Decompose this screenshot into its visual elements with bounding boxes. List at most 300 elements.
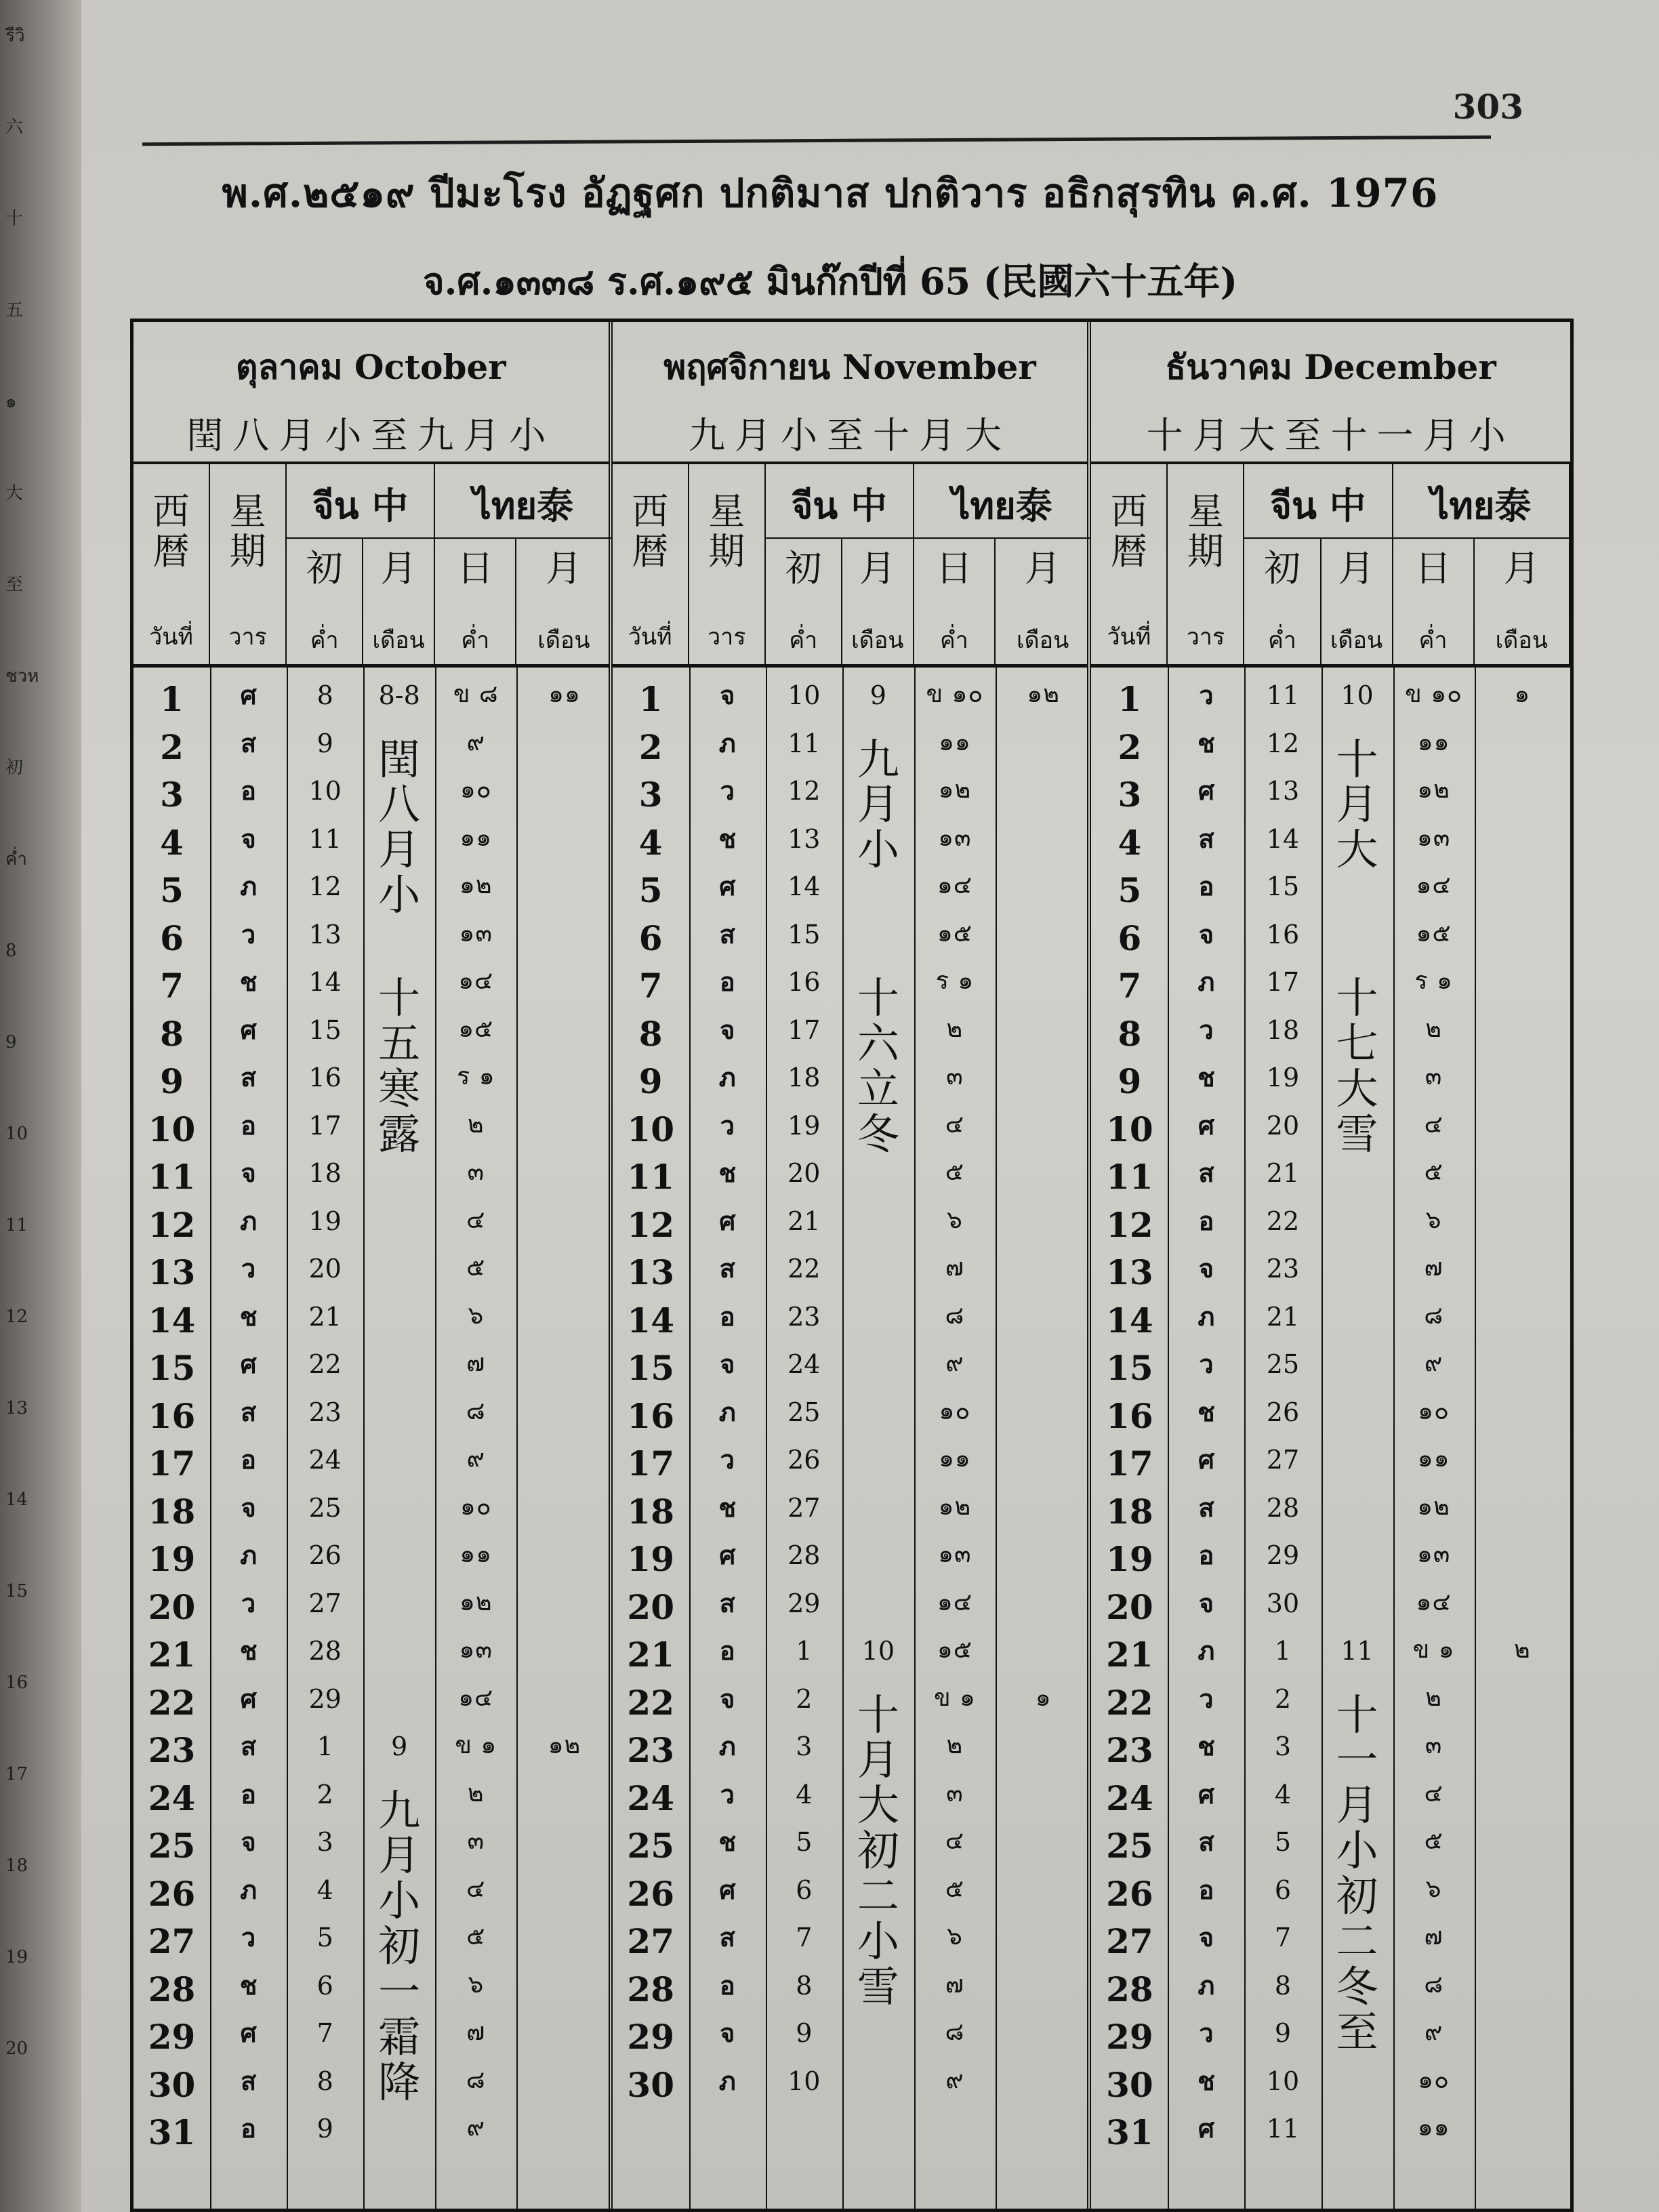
thai-lunar-day: ๕ — [1424, 1158, 1443, 1186]
thai-lunar-day: ๑๕ — [458, 1015, 494, 1043]
header-weekday — [1168, 464, 1244, 664]
chinese-lunar-day: 29 — [1266, 1540, 1300, 1570]
day-number: 25 — [627, 1826, 674, 1866]
day-number: 3 — [160, 775, 184, 815]
left-margin-text: 18 — [5, 1856, 28, 1876]
weekday-abbr: ส — [240, 1396, 257, 1427]
chinese-lunar-day: 21 — [1266, 1301, 1300, 1332]
weekday-abbr: ส — [1198, 1826, 1214, 1857]
left-margin-text: 13 — [5, 1398, 28, 1418]
chinese-lunar-day: 27 — [308, 1588, 342, 1618]
weekday-abbr: อ — [719, 1635, 735, 1666]
chinese-lunar-day: 11 — [787, 728, 821, 758]
header-weekday-th: วาร — [708, 623, 746, 651]
chinese-lunar-day: 8 — [316, 680, 333, 710]
chinese-lunar-day: 25 — [1266, 1349, 1300, 1379]
chinese-lunar-day: 22 — [787, 1254, 821, 1284]
left-margin-text: 11 — [5, 1215, 28, 1235]
chinese-lunar-day: 19 — [308, 1206, 342, 1236]
chinese-lunar-day: 27 — [1266, 1445, 1300, 1475]
day-number: 30 — [1106, 2064, 1153, 2105]
day-number: 23 — [1106, 1730, 1153, 1770]
weekday-abbr: ศ — [240, 1349, 257, 1379]
thai-lunar-day: ๑๓ — [938, 823, 972, 852]
header-western-date-th: วันที่ — [628, 623, 672, 651]
weekday-abbr: ช — [718, 1158, 737, 1188]
left-margin-text: ค่ำ — [5, 849, 27, 869]
thai-lunar-day: ข ๑๐ — [1405, 680, 1463, 708]
chinese-lunar-day: 19 — [787, 1110, 821, 1141]
thai-lunar-day: ๑๓ — [1416, 823, 1451, 852]
day-number: 15 — [627, 1348, 674, 1388]
thai-lunar-day: ๑๔ — [1416, 872, 1452, 899]
thai-lunar-day: ๑๒ — [938, 1492, 972, 1521]
day-number: 20 — [148, 1586, 196, 1627]
weekday-abbr: อ — [719, 1969, 735, 2001]
thai-lunar-day: ๗ — [945, 1254, 964, 1282]
header-cn-day-th: ค่ำ — [789, 627, 818, 654]
weekday-abbr: ภ — [1197, 966, 1215, 997]
header-cn-day — [766, 539, 842, 668]
thai-lunar-day: ๘ — [1424, 1301, 1443, 1330]
chinese-lunar-day: 21 — [787, 1206, 821, 1236]
left-page-margin — [0, 0, 84, 2212]
weekday-abbr: ส — [240, 1062, 257, 1092]
month-chinese-title: 九月小至十月大 — [688, 414, 1011, 457]
left-margin-text: 17 — [5, 1764, 28, 1784]
weekday-abbr: ช — [239, 1635, 258, 1666]
weekday-abbr: ช — [239, 966, 258, 997]
thai-lunar-day: ๒ — [467, 1779, 485, 1807]
thai-lunar-day: ๔ — [945, 1110, 965, 1139]
thai-lunar-day: ๑๒ — [1417, 776, 1450, 804]
day-number: 4 — [1118, 822, 1142, 863]
weekday-abbr: อ — [1198, 871, 1214, 901]
chinese-lunar-day: 2 — [796, 1683, 813, 1714]
thai-lunar-day: ๓ — [946, 1779, 964, 1807]
thai-lunar-day: ร ๑ — [456, 1063, 495, 1090]
day-number: 2 — [160, 726, 184, 767]
chinese-lunar-day: 16 — [787, 967, 821, 997]
thai-lunar-day: ๑๑ — [1417, 728, 1450, 756]
header-cn-day-th: ค่ำ — [310, 627, 339, 654]
left-margin-text: 14 — [5, 1490, 28, 1510]
weekday-abbr: ศ — [719, 1874, 736, 1905]
chinese-lunar-day: 29 — [308, 1683, 342, 1714]
weekday-abbr: ภ — [240, 871, 258, 901]
thai-lunar-day: ๑๕ — [937, 919, 972, 947]
chinese-lunar-day: 8 — [796, 1970, 813, 2001]
month-chinese-title: 閏八月小至九月小 — [186, 414, 556, 457]
left-margin-text: 十 — [5, 209, 24, 229]
thai-lunar-day: ๓ — [946, 1063, 964, 1090]
day-number: 17 — [148, 1443, 196, 1483]
weekday-abbr: ช — [1197, 727, 1215, 758]
day-number: 27 — [1106, 1921, 1153, 1961]
chinese-lunar-day: 3 — [316, 1827, 333, 1857]
chinese-lunar-day: 20 — [1266, 1110, 1300, 1141]
chinese-lunar-day: 14 — [1266, 823, 1300, 854]
day-number: 2 — [638, 726, 663, 767]
chinese-lunar-day: 6 — [796, 1875, 813, 1905]
chinese-lunar-day: 7 — [316, 2018, 333, 2048]
day-number: 26 — [1106, 1873, 1153, 1914]
day-number: 5 — [638, 870, 663, 910]
day-number: 9 — [638, 1061, 663, 1101]
thai-lunar-day: ๑๒ — [938, 776, 972, 804]
chinese-lunar-day: 16 — [1266, 919, 1300, 949]
weekday-abbr: ภ — [1197, 1969, 1215, 2001]
chinese-month-number: 10 — [1340, 680, 1374, 710]
chinese-lunar-day: 17 — [308, 1110, 342, 1141]
header-cn-month — [1322, 539, 1393, 668]
weekday-abbr: ว — [241, 918, 256, 949]
thai-lunar-day: ๙ — [945, 1349, 964, 1377]
column-divider — [516, 668, 518, 2209]
chinese-lunar-day: 19 — [1266, 1063, 1300, 1092]
weekday-abbr: อ — [241, 1109, 256, 1141]
day-number: 18 — [148, 1491, 196, 1532]
thai-lunar-day: ๒ — [946, 1015, 964, 1043]
day-number: 12 — [1106, 1204, 1153, 1245]
weekday-abbr: ส — [240, 1731, 257, 1761]
weekday-abbr: อ — [241, 1778, 256, 1809]
day-number: 27 — [148, 1921, 196, 1961]
thai-lunar-day: ๘ — [466, 1397, 486, 1425]
header-cn-month-th: เดือน — [372, 627, 425, 654]
month-body — [613, 668, 1088, 2209]
day-number: 12 — [627, 1204, 674, 1245]
header-th-day-th: ค่ำ — [1418, 627, 1448, 654]
left-margin-text: ๑ — [5, 392, 17, 412]
weekday-abbr: ภ — [1197, 1300, 1215, 1332]
thai-lunar-day: ๔ — [1424, 1779, 1443, 1807]
weekday-abbr: ภ — [718, 1731, 736, 1761]
weekday-abbr: จ — [241, 1492, 256, 1523]
header-weekday — [210, 464, 287, 664]
thai-lunar-day: ๒ — [946, 1732, 964, 1759]
chinese-lunar-day: 17 — [1266, 967, 1300, 997]
weekday-abbr: จ — [1198, 1587, 1214, 1618]
chinese-lunar-day: 13 — [308, 919, 342, 949]
thai-month-number: ๑ — [1514, 680, 1531, 708]
header-th-month-th: เดือน — [1016, 627, 1069, 654]
chinese-lunar-day: 3 — [1274, 1732, 1292, 1761]
header-th-month-cn: 月 — [1503, 547, 1540, 590]
header-th-month — [1475, 539, 1570, 668]
thai-lunar-day: ๔ — [466, 1206, 486, 1234]
chinese-vertical-note: 十 一 月 小 初 二 冬 至 — [1336, 1689, 1378, 2057]
weekday-abbr: อ — [719, 1300, 735, 1332]
day-number: 26 — [627, 1873, 674, 1914]
chinese-lunar-day: 9 — [316, 2114, 333, 2144]
thai-lunar-day: ๕ — [466, 1923, 486, 1950]
thai-lunar-day: ๘ — [945, 2018, 965, 2046]
day-number: 11 — [148, 1157, 196, 1197]
chinese-lunar-day: 5 — [796, 1827, 813, 1857]
chinese-lunar-day: 15 — [787, 919, 821, 949]
chinese-lunar-day: 10 — [787, 2066, 821, 2096]
day-number: 10 — [627, 1109, 674, 1149]
thai-lunar-day: ๑๑ — [1417, 2114, 1450, 2142]
thai-lunar-day: ๔ — [1424, 1110, 1443, 1139]
weekday-abbr: ช — [1197, 2065, 1215, 2096]
thai-lunar-day: ๑๑ — [459, 1540, 493, 1568]
thai-lunar-day: ๗ — [466, 2018, 486, 2046]
header-cn-month-cn: 月 — [859, 547, 896, 590]
thai-lunar-day: ร ๑ — [935, 967, 975, 995]
day-number: 10 — [1106, 1109, 1153, 1149]
chinese-lunar-day: 9 — [796, 2018, 813, 2048]
thai-lunar-day: ๑๑ — [1417, 1445, 1450, 1473]
chinese-lunar-day: 23 — [787, 1301, 821, 1332]
header-western-date-cn: 西 暦 — [1110, 490, 1147, 573]
header-chinese-group: จีน 中 — [766, 464, 914, 539]
weekday-abbr: จ — [1198, 1922, 1214, 1952]
header-th-day — [435, 539, 516, 668]
weekday-abbr: ว — [720, 1109, 735, 1141]
thai-lunar-day: ๑๔ — [458, 967, 494, 995]
chinese-lunar-day: 26 — [1266, 1397, 1300, 1427]
chinese-lunar-day: 11 — [308, 823, 342, 854]
weekday-abbr: ศ — [1197, 775, 1214, 806]
chinese-lunar-day: 26 — [787, 1445, 821, 1475]
chinese-vertical-note: 九 月 小 初 一 霜 降 — [378, 1785, 421, 2108]
day-number: 9 — [1118, 1061, 1142, 1101]
chinese-vertical-note: 十 月 大 初 二 小 雪 — [857, 1689, 899, 2012]
chinese-vertical-note: 十 六 立 冬 — [857, 973, 899, 1159]
chinese-lunar-day: 4 — [796, 1779, 813, 1809]
left-margin-text: 20 — [5, 2039, 28, 2059]
thai-lunar-day: ๖ — [468, 1970, 485, 1999]
weekday-abbr: ว — [1199, 1349, 1214, 1379]
header-cn-month-cn: 月 — [380, 547, 417, 590]
weekday-abbr: ภ — [1197, 1635, 1215, 1666]
header-western-date-th: วันที่ — [1107, 623, 1151, 651]
chinese-vertical-note: 十 七 大 雪 — [1336, 973, 1378, 1159]
weekday-abbr: ช — [718, 1826, 737, 1857]
left-margin-text: 12 — [5, 1307, 28, 1327]
day-number: 10 — [148, 1109, 196, 1149]
chinese-lunar-day: 12 — [1266, 728, 1300, 758]
chinese-lunar-day: 23 — [308, 1397, 342, 1427]
header-western-date — [134, 464, 210, 664]
day-number: 5 — [160, 870, 184, 910]
thai-lunar-day: ๑๓ — [459, 919, 493, 947]
weekday-abbr: ช — [239, 1969, 258, 2001]
chinese-lunar-day: 8 — [316, 2066, 333, 2096]
thai-lunar-day: ข ๑ — [933, 1683, 976, 1712]
weekday-abbr: ว — [720, 1444, 735, 1475]
chinese-lunar-day: 13 — [787, 823, 821, 854]
weekday-abbr: ศ — [719, 871, 736, 901]
weekday-abbr: อ — [241, 2113, 256, 2144]
day-number: 28 — [1106, 1969, 1153, 2009]
day-number: 21 — [148, 1635, 196, 1675]
chinese-lunar-day: 25 — [308, 1492, 342, 1523]
chinese-lunar-day: 28 — [1266, 1492, 1300, 1523]
day-number: 15 — [1106, 1348, 1153, 1388]
left-margin-text: 初 — [5, 758, 24, 778]
month-header — [613, 322, 1088, 464]
thai-lunar-day: ๑๐ — [1418, 1397, 1450, 1425]
thai-lunar-day: ๑๒ — [459, 1588, 493, 1616]
thai-lunar-day: ๓ — [1425, 1063, 1443, 1090]
header-cn-month-th: เดือน — [1330, 627, 1383, 654]
thai-lunar-day: ข ๑ — [455, 1732, 497, 1759]
weekday-abbr: ศ — [1197, 2113, 1214, 2144]
chinese-lunar-day: 13 — [1266, 776, 1300, 806]
thai-lunar-day: ๙ — [466, 2114, 485, 2142]
chinese-lunar-day: 23 — [1266, 1254, 1300, 1284]
chinese-lunar-day: 5 — [316, 1923, 333, 1952]
day-number: 24 — [627, 1778, 674, 1818]
thai-lunar-day: ข ๘ — [453, 680, 499, 708]
chinese-lunar-day: 10 — [308, 776, 342, 806]
day-number: 13 — [148, 1252, 196, 1292]
thai-lunar-day: ๑๔ — [1416, 1588, 1452, 1616]
left-margin-text: ชวห — [5, 666, 39, 687]
weekday-abbr: ภ — [240, 1874, 258, 1905]
day-number: 14 — [148, 1300, 196, 1340]
month-body — [1091, 668, 1570, 2209]
day-number: 29 — [148, 2017, 196, 2057]
thai-lunar-day: ๗ — [1424, 1923, 1443, 1950]
header-th-month-th: เดือน — [537, 627, 590, 654]
weekday-abbr: ศ — [719, 1540, 736, 1570]
day-number: 19 — [1106, 1539, 1153, 1579]
chinese-lunar-day: 5 — [1274, 1827, 1292, 1857]
left-margin-text: 10 — [5, 1124, 28, 1144]
day-number: 19 — [148, 1539, 196, 1579]
thai-lunar-day: ๓ — [467, 1827, 485, 1855]
chinese-lunar-day: 29 — [787, 1588, 821, 1618]
day-number: 3 — [638, 775, 663, 815]
thai-lunar-day: ๖ — [468, 1301, 485, 1330]
chinese-lunar-day: 15 — [308, 1015, 342, 1045]
weekday-abbr: ภ — [718, 1062, 736, 1092]
thai-lunar-day: ๑๐ — [1418, 2066, 1450, 2094]
header-th-day — [1393, 539, 1475, 668]
day-number: 3 — [1118, 775, 1142, 815]
header-chinese-group: จีน 中 — [287, 464, 435, 539]
header-weekday — [689, 464, 766, 664]
chinese-lunar-day: 6 — [1274, 1875, 1292, 1905]
thai-lunar-day: ๙ — [466, 728, 485, 756]
chinese-lunar-day: 2 — [316, 1779, 333, 1809]
day-number: 28 — [627, 1969, 674, 2009]
day-number: 16 — [1106, 1395, 1153, 1436]
chinese-lunar-day: 22 — [308, 1349, 342, 1379]
day-number: 9 — [160, 1061, 184, 1101]
header-cn-day-cn: 初 — [1263, 547, 1300, 590]
thai-lunar-day: ๔ — [466, 1875, 486, 1903]
day-number: 16 — [627, 1395, 674, 1436]
day-number: 19 — [627, 1539, 674, 1579]
month-column — [1091, 322, 1570, 2209]
weekday-abbr: ภ — [718, 2065, 736, 2096]
day-number: 18 — [627, 1491, 674, 1532]
thai-lunar-day: ๗ — [466, 1349, 486, 1377]
weekday-abbr: ภ — [240, 1205, 258, 1236]
header-th-day-th: ค่ำ — [939, 627, 968, 654]
header-th-day-cn: 日 — [457, 547, 494, 590]
thai-lunar-day: ๓ — [467, 1158, 485, 1186]
day-number: 22 — [627, 1682, 674, 1723]
chinese-lunar-day: 8 — [1274, 1970, 1292, 2001]
day-number: 5 — [1118, 870, 1142, 910]
weekday-abbr: จ — [720, 680, 735, 710]
weekday-abbr: ศ — [1197, 1444, 1214, 1475]
thai-month-number: ๑ — [1035, 1683, 1052, 1712]
left-margin-text: 8 — [5, 941, 17, 961]
chinese-lunar-day: 2 — [1274, 1683, 1292, 1714]
day-number: 29 — [627, 2017, 674, 2057]
chinese-month-number: 11 — [1340, 1636, 1374, 1666]
weekday-abbr: ศ — [240, 1683, 257, 1714]
weekday-abbr: อ — [241, 775, 256, 806]
weekday-abbr: ว — [1199, 2018, 1214, 2048]
chinese-lunar-day: 18 — [787, 1063, 821, 1092]
chinese-month-number: 10 — [861, 1636, 895, 1666]
header-th-month-th: เดือน — [1495, 627, 1548, 654]
left-margin-text: 16 — [5, 1673, 28, 1693]
thai-lunar-day: ๖ — [946, 1206, 963, 1234]
header-th-day-cn: 日 — [1414, 547, 1452, 590]
day-number: 14 — [1106, 1300, 1153, 1340]
chinese-lunar-day: 24 — [308, 1445, 342, 1475]
day-number: 2 — [1118, 726, 1142, 767]
thai-month-number: ๑๒ — [1027, 680, 1060, 708]
thai-lunar-day: ๘ — [945, 1301, 965, 1330]
chinese-lunar-day: 20 — [308, 1254, 342, 1284]
day-number: 11 — [627, 1157, 674, 1197]
header-cn-day-cn: 初 — [785, 547, 822, 590]
weekday-abbr: ช — [1197, 1062, 1215, 1092]
month-column — [134, 322, 613, 2209]
column-header-row — [613, 464, 1088, 668]
weekday-abbr: ว — [1199, 1683, 1214, 1714]
thai-lunar-day: ๖ — [1425, 1206, 1442, 1234]
day-number: 24 — [1106, 1778, 1153, 1818]
weekday-abbr: จ — [720, 1349, 735, 1379]
chinese-lunar-day: 9 — [1274, 2018, 1292, 2048]
day-number: 17 — [1106, 1443, 1153, 1483]
day-number: 23 — [627, 1730, 674, 1770]
weekday-abbr: จ — [241, 1826, 256, 1857]
header-th-day — [914, 539, 996, 668]
thai-lunar-day: ๑๓ — [938, 1540, 972, 1568]
day-number: 4 — [160, 822, 184, 863]
thai-lunar-day: ๑๐ — [459, 776, 492, 804]
left-margin-text: 9 — [5, 1032, 17, 1052]
weekday-abbr: อ — [241, 1444, 256, 1475]
thai-lunar-day: ร ๑ — [1414, 967, 1453, 995]
column-header-row — [1091, 464, 1570, 668]
thai-lunar-day: ข ๑๐ — [926, 680, 984, 708]
chinese-month-number: 9 — [869, 680, 886, 710]
day-number: 7 — [638, 966, 663, 1006]
day-number: 23 — [148, 1730, 196, 1770]
day-number: 20 — [627, 1586, 674, 1627]
header-chinese-group: จีน 中 — [1244, 464, 1393, 539]
weekday-abbr: ส — [240, 2065, 257, 2096]
thai-lunar-day: ๘ — [466, 2066, 486, 2094]
chinese-lunar-day: 12 — [308, 872, 342, 901]
chinese-lunar-day: 11 — [1266, 2114, 1300, 2144]
weekday-abbr: ส — [719, 1922, 735, 1952]
weekday-abbr: จ — [1198, 1253, 1214, 1284]
